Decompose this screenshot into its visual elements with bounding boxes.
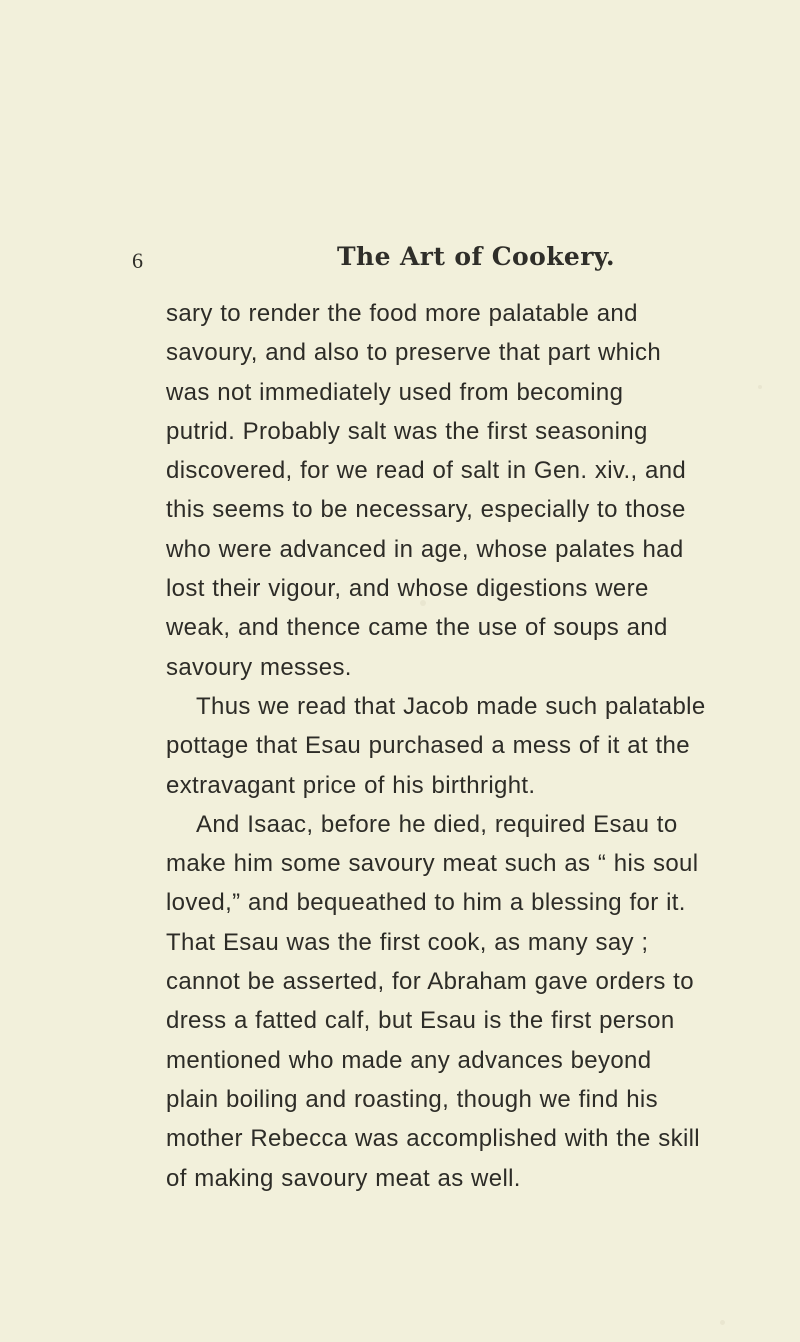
- running-head: The Art of Cookery.: [337, 242, 615, 271]
- text-line: this seems to be necessary, especially to those: [166, 496, 686, 524]
- text-line: sary to render the food more palatable and: [166, 300, 638, 327]
- text-line: savoury messes.: [166, 653, 352, 681]
- text-line: loved,” and bequeathed to him a blessing for it.: [166, 889, 686, 917]
- text-line: make him some savoury meat such as “ his soul: [166, 850, 699, 878]
- text-line: dress a fatted calf, but Esau is the first person: [166, 1007, 675, 1035]
- body-text: [166, 294, 726, 1198]
- paragraph-start-line: And Isaac, before he died, required Esau to: [196, 810, 678, 838]
- text-line: of making savoury meat as well.: [166, 1164, 521, 1192]
- text-line: mentioned who made any advances beyond: [166, 1046, 652, 1074]
- text-line: cannot be asserted, for Abraham gave orders to: [166, 968, 694, 996]
- text-line: who were advanced in age, whose palates had: [166, 535, 684, 563]
- paragraph-start-line: Thus we read that Jacob made such palatable: [196, 692, 706, 720]
- paper-stain: [758, 385, 762, 389]
- text-line: plain boiling and roasting, though we find his: [166, 1085, 658, 1113]
- text-line: savoury, and also to preserve that part which: [166, 339, 662, 367]
- text-line: discovered, for we read of salt in Gen. xiv., and: [166, 457, 687, 485]
- paper-stain: [720, 1320, 725, 1325]
- text-line: extravagant price of his birthright.: [166, 771, 536, 799]
- text-line: pottage that Esau purchased a mess of it at the: [166, 732, 690, 760]
- text-line: weak, and thence came the use of soups and: [166, 614, 668, 642]
- text-line: putrid. Probably salt was the first seasoning: [166, 417, 648, 445]
- page-number: 6: [132, 248, 143, 273]
- text-line: was not immediately used from becoming: [166, 378, 624, 406]
- text-line: lost their vigour, and whose digestions were: [166, 575, 649, 603]
- text-line: mother Rebecca was accomplished with the skill: [166, 1125, 700, 1153]
- text-line: That Esau was the first cook, as many say ;: [166, 928, 649, 956]
